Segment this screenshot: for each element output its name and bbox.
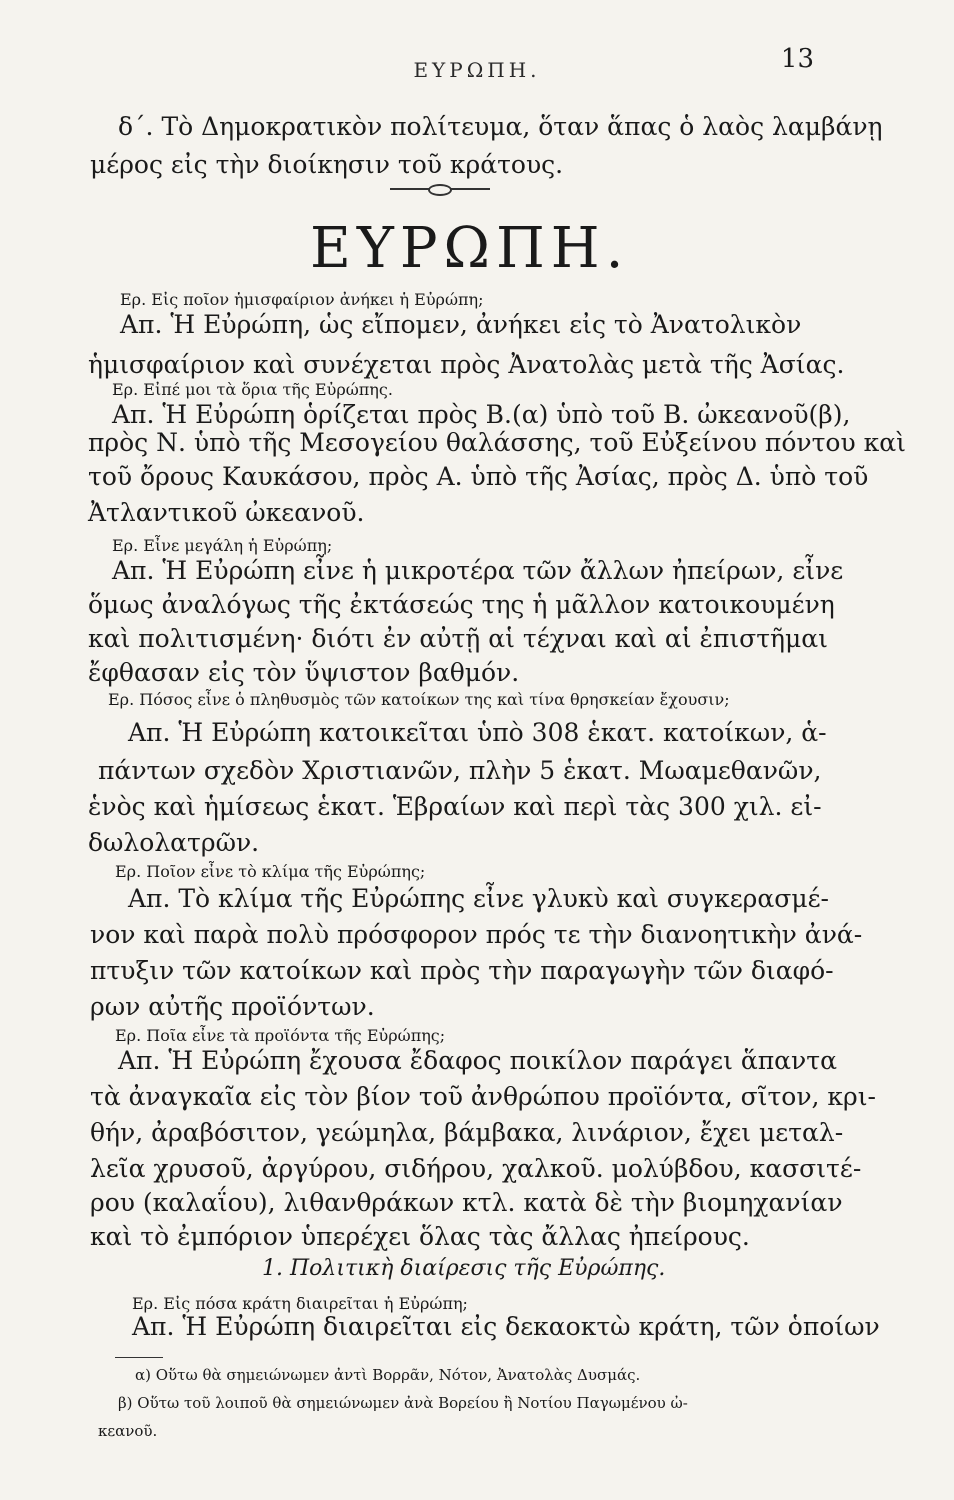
answer-line: ρου (καλαΐου), λιθανθράκων κτλ. κατὰ δὲ τὴν βιομηχανίαν xyxy=(90,1188,843,1217)
answer-line: πρὸς Ν. ὑπὸ τῆς Μεσογείου θαλάσσης, τοῦ Εὐξείνου πόντου καὶ xyxy=(88,428,906,457)
question-line: Ερ. Εἰπέ μοι τὰ ὅρια τῆς Εὐρώπης. xyxy=(112,380,393,399)
question-line: Ερ. Εἶνε μεγάλη ἡ Εὐρώπη; xyxy=(112,536,333,555)
answer-line: ρων αὐτῆς προϊόντων. xyxy=(90,992,375,1021)
answer-line: θήν, ἀραβόσιτον, γεώμηλα, βάμβακα, λινάριον, ἔχει μεταλ- xyxy=(90,1118,844,1147)
footnote-rule xyxy=(115,1357,163,1358)
answer-line: ὅμως ἀναλόγως τῆς ἐκτάσεώς της ἡ μᾶλλον κατοικουμένη xyxy=(88,590,835,619)
footnote-line: β) Οὕτω τοῦ λοιποῦ θὰ σημειώνωμεν ἀνὰ Βορείου ἢ Νοτίου Παγωμένου ὠ- xyxy=(118,1394,688,1412)
question-line: Ερ. Ποῖα εἶνε τὰ προϊόντα τῆς Εὐρώπης; xyxy=(115,1026,446,1045)
section-heading: 1. Πολιτικὴ διαίρεσις τῆς Εὐρώπης. xyxy=(262,1256,666,1281)
answer-line: Απ. Ἡ Εὐρώπη ἔχουσα ἔδαφος ποικίλον παράγει ἅπαντα xyxy=(118,1046,837,1075)
answer-line: καὶ πολιτισμένη· διότι ἐν αὐτῇ αἱ τέχναι καὶ αἱ ἐπιστῆμαι xyxy=(88,624,828,653)
intro-line: μέρος εἰς τὴν διοίκησιν τοῦ κράτους. xyxy=(90,150,564,179)
question-line: Ερ. Εἰς ποῖον ἡμισφαίριον ἀνήκει ἡ Εὐρώπη; xyxy=(120,290,484,309)
answer-line: ἡμισφαίριον καὶ συνέχεται πρὸς Ἀνατολὰς μετὰ τῆς Ἀσίας. xyxy=(88,350,845,379)
answer-line: Ἀτλαντικοῦ ὠκεανοῦ. xyxy=(88,498,365,527)
answer-line: Απ. Ἡ Εὐρώπη κατοικεῖται ὑπὸ 308 ἑκατ. κατοίκων, ἁ- xyxy=(128,718,827,747)
question-line: Ερ. Πόσος εἶνε ὁ πληθυσμὸς τῶν κατοίκων της καὶ τίνα θρησκείαν ἔχουσιν; xyxy=(108,690,730,709)
answer-line: πτυξιν τῶν κατοίκων καὶ πρὸς τὴν παραγωγὴν τῶν διαφό- xyxy=(90,956,834,985)
page-number: 13 xyxy=(780,44,814,74)
question-line: Ερ. Εἰς πόσα κράτη διαιρεῖται ἡ Εὐρώπη; xyxy=(132,1294,468,1313)
answer-line: πάντων σχεδὸν Χριστιανῶν, πλὴν 5 ἑκατ. Μωαμεθανῶν, xyxy=(98,756,822,785)
chapter-title: ΕΥΡΩΠΗ. xyxy=(310,216,630,281)
answer-line: δωλολατρῶν. xyxy=(88,828,260,857)
ornament-divider xyxy=(390,188,490,196)
answer-line: λεῖα χρυσοῦ, ἀργύρου, σιδήρου, χαλκοῦ. μολύβδου, κασσιτέ- xyxy=(90,1154,862,1183)
intro-line: δ΄. Τὸ Δημοκρατικὸν πολίτευμα, ὅταν ἅπας ὁ λαὸς λαμβάνῃ xyxy=(118,112,883,141)
answer-line: ἔφθασαν εἰς τὸν ὕψιστον βαθμόν. xyxy=(88,658,520,687)
answer-line: νον καὶ παρὰ πολὺ πρόσφορον πρός τε τὴν διανοητικὴν ἀνά- xyxy=(90,920,863,949)
answer-line: Απ. Ἡ Εὐρώπη ὁρίζεται πρὸς Β.(α) ὑπὸ τοῦ Β. ὠκεανοῦ(β), xyxy=(112,400,851,429)
answer-line: τὰ ἀναγκαῖα εἰς τὸν βίον τοῦ ἀνθρώπου προϊόντα, σῖτον, κρι- xyxy=(90,1082,876,1111)
answer-line: Απ. Ἡ Εὐρώπη διαιρεῖται εἰς δεκαοκτὼ κράτη, τῶν ὁποίων xyxy=(132,1312,880,1341)
answer-line: Απ. Τὸ κλίμα τῆς Εὐρώπης εἶνε γλυκὺ καὶ συγκερασμέ- xyxy=(128,884,829,913)
footnote-line: α) Οὕτω θὰ σημειώνωμεν ἀντὶ Βορρᾶν, Νότον, Ἀνατολὰς Δυσμάς. xyxy=(135,1366,641,1384)
footnote-line: κεανοῦ. xyxy=(98,1422,158,1440)
running-header: ΕΥΡΩΠΗ. xyxy=(413,58,541,82)
answer-line: καὶ τὸ ἐμπόριον ὑπερέχει ὅλας τὰς ἄλλας ἠπείρους. xyxy=(90,1222,750,1251)
answer-line: ἑνὸς καὶ ἡμίσεως ἑκατ. Ἑβραίων καὶ περὶ τὰς 300 χιλ. εἰ- xyxy=(88,792,822,821)
question-line: Ερ. Ποῖον εἶνε τὸ κλίμα τῆς Εὐρώπης; xyxy=(115,862,426,881)
answer-line: τοῦ ὄρους Καυκάσου, πρὸς Α. ὑπὸ τῆς Ἀσίας, πρὸς Δ. ὑπὸ τοῦ xyxy=(88,462,869,491)
answer-line: Απ. Ἡ Εὐρώπη, ὡς εἴπομεν, ἀνήκει εἰς τὸ Ἀνατολικὸν xyxy=(120,310,802,339)
answer-line: Απ. Ἡ Εὐρώπη εἶνε ἡ μικροτέρα τῶν ἄλλων ἠπείρων, εἶνε xyxy=(112,556,844,585)
